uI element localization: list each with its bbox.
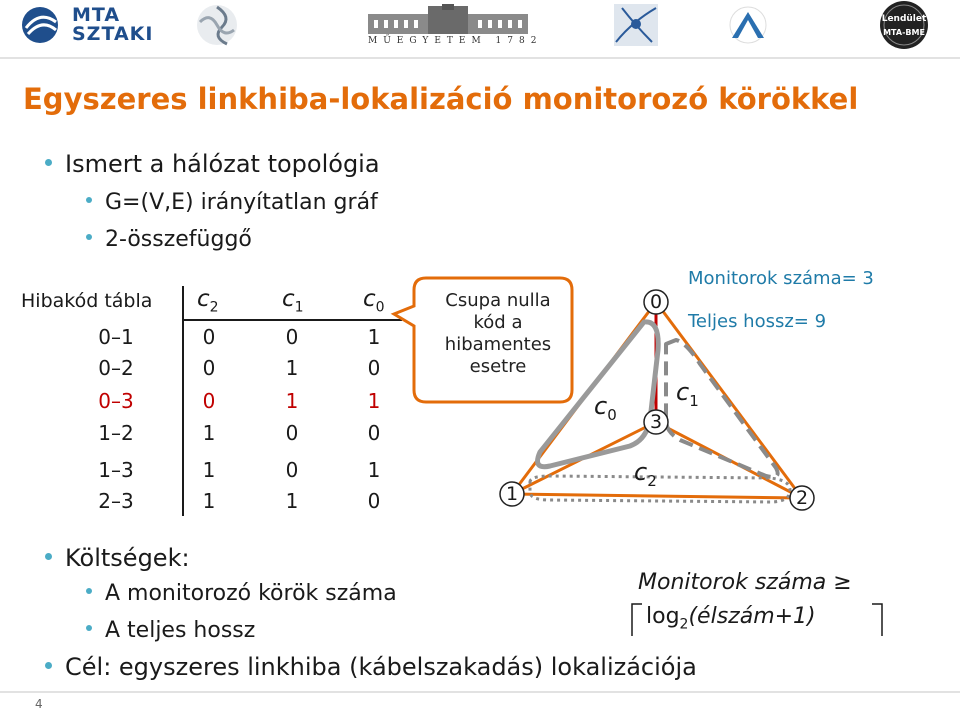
table-cell: 1 xyxy=(367,389,381,413)
bullet-goal: Cél: egyszeres linkhiba (kábelszakadás) lokalizációja xyxy=(45,653,697,681)
cycle-label-c2: $c_2$ xyxy=(634,458,657,490)
table-cell: 0 xyxy=(367,356,381,380)
lendulet-text: Lendület xyxy=(881,14,927,24)
bme-building-logo-icon xyxy=(368,4,528,34)
table-cell: 1 xyxy=(202,458,216,482)
table-cell: 1 xyxy=(367,458,381,482)
total-length-label: Teljes hossz= 9 xyxy=(688,311,827,332)
header-divider xyxy=(0,57,960,59)
table-row-edge: 0–1 xyxy=(98,325,134,349)
page-number: 4 xyxy=(35,697,43,711)
formula-line1: Monitorok száma ≥ xyxy=(638,570,852,595)
network-logo-icon xyxy=(612,2,660,48)
bullet-dot-icon xyxy=(45,159,52,166)
table-cell: 1 xyxy=(285,389,299,413)
slide-title: Egyszeres linkhiba-lokalizáció monitorozó körökkel xyxy=(23,82,859,116)
table-cell: 1 xyxy=(202,489,216,513)
table-cell: 1 xyxy=(285,489,299,513)
lendulet-logo-icon xyxy=(864,0,944,50)
footer-bar xyxy=(0,690,960,714)
logo-bar xyxy=(0,0,960,50)
muegyetem-text: MŰEGYETEM 1782 xyxy=(368,36,543,46)
table-cell: 0 xyxy=(367,421,381,445)
node-label-0: 0 xyxy=(649,291,663,313)
table-cell: 0 xyxy=(285,421,299,445)
table-cell: 1 xyxy=(285,356,299,380)
bullet-dot-icon xyxy=(86,197,92,203)
formula-line2: $\log_2(élszám+1)$ xyxy=(646,604,816,633)
table-header-c2: $c_2$ xyxy=(197,286,219,316)
table-row-edge: 1–3 xyxy=(98,458,134,482)
bullet-topology: Ismert a hálózat topológia xyxy=(45,150,380,178)
delta-logo-icon xyxy=(724,4,772,46)
bullet-dot-icon xyxy=(86,234,92,240)
table-header-c1: $c_1$ xyxy=(282,286,304,316)
bullet-dot-icon xyxy=(45,662,52,669)
cycle-label-c0: $c_0$ xyxy=(594,392,617,424)
bullet-dot-icon xyxy=(45,553,52,560)
edge-1-2 xyxy=(512,494,802,498)
table-cell: 1 xyxy=(367,325,381,349)
table-row-edge: 0–2 xyxy=(98,356,134,380)
cycle-label-c1: $c_1$ xyxy=(676,378,699,410)
bullet-dot-icon xyxy=(86,625,92,631)
swirl-logo-icon xyxy=(192,2,242,48)
table-label: Hibakód tábla xyxy=(21,290,153,312)
bullet-dot-icon xyxy=(86,588,92,594)
bullet-monitor-cycles: A monitorozó körök száma xyxy=(86,581,397,606)
mta-sztaki-logo-text: MTA SZTAKI xyxy=(72,4,154,45)
bullet-connected: 2-összefüggő xyxy=(86,227,252,252)
monitor-count-label: Monitorok száma= 3 xyxy=(688,268,874,289)
table-cell: 0 xyxy=(367,489,381,513)
lendulet-sub-text: MTA-BME xyxy=(883,28,925,37)
bullet-graph: G=(V,E) irányítatlan gráf xyxy=(86,190,378,215)
node-label-2: 2 xyxy=(795,487,809,509)
bullet-total-length: A teljes hossz xyxy=(86,618,255,643)
table-cell: 0 xyxy=(285,458,299,482)
mta-sztaki-logo-icon xyxy=(18,4,66,46)
table-cell: 1 xyxy=(202,421,216,445)
table-cell: 0 xyxy=(202,325,216,349)
table-header-c0: $c_0$ xyxy=(363,286,385,316)
table-cell: 0 xyxy=(202,389,216,413)
table-horizontal-rule xyxy=(182,319,402,321)
table-row-edge: 1–2 xyxy=(98,421,134,445)
callout-text: Csupa nulla kód a hibamentes esetre xyxy=(444,290,552,377)
table-cell: 0 xyxy=(202,356,216,380)
bullet-costs: Költségek: xyxy=(45,544,190,572)
node-label-1: 1 xyxy=(505,483,519,505)
table-row-edge: 2–3 xyxy=(98,489,134,513)
node-label-3: 3 xyxy=(649,411,663,433)
table-cell: 0 xyxy=(285,325,299,349)
table-row-edge: 0–3 xyxy=(98,389,134,413)
